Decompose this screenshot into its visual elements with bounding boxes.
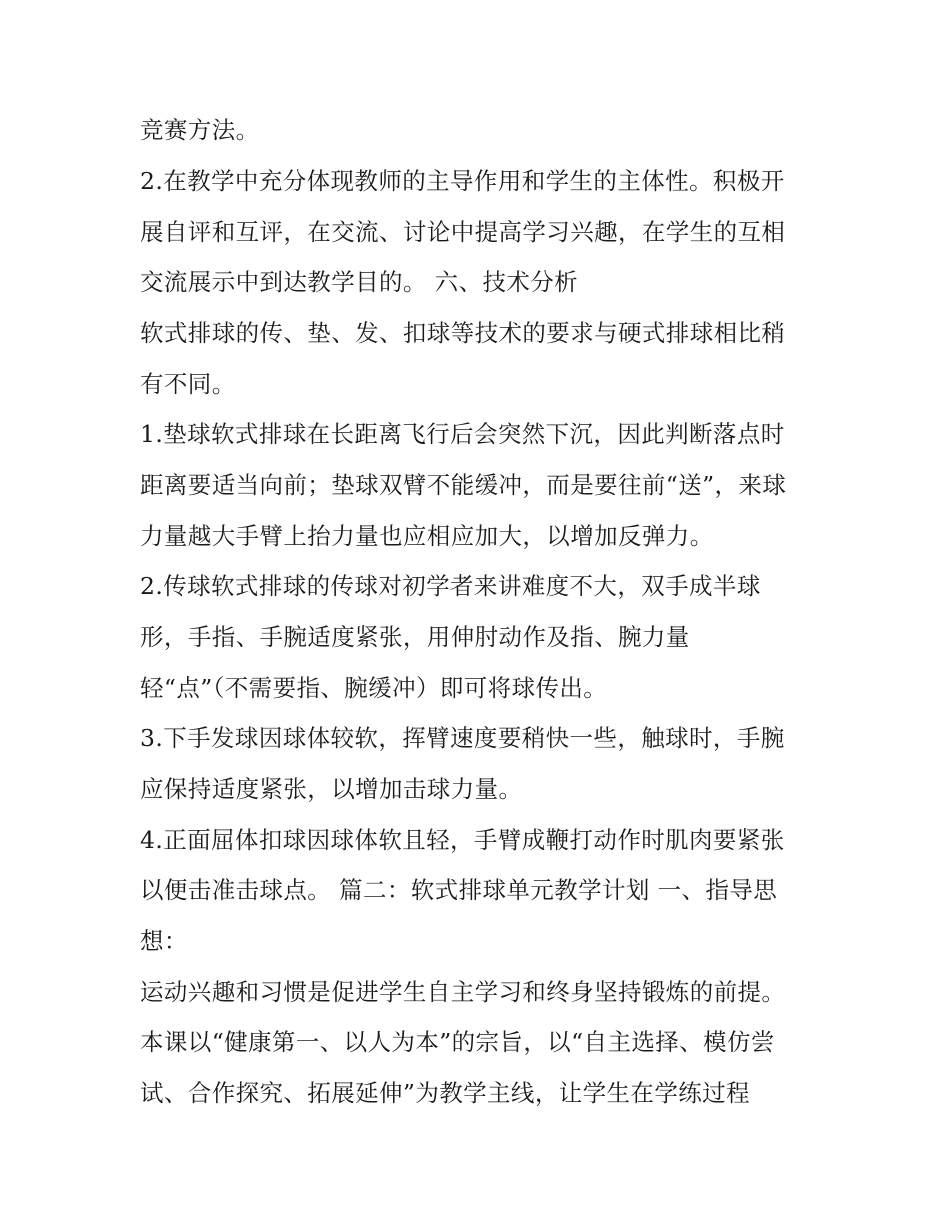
text-line: 运动兴趣和习惯是促进学生自主学习和终身坚持锻炼的前提。 [140,978,786,1006]
text-line: 1.垫球软式排球在长距离飞行后会突然下沉，因此判断落点时 [140,420,785,448]
text-line: 试、合作探究、拓展延伸”为教学主线，让学生在学练过程 [140,1079,750,1107]
text-line: 展自评和互评，在交流、讨论中提高学习兴趣，在学生的互相 [140,218,786,246]
text-line: 力量越大手臂上抬力量也应相应加大，以增加反弹力。 [140,522,714,550]
text-line: 有不同。 [140,370,236,398]
text-line: 交流展示中到达教学目的。 六、技术分析 [140,268,579,296]
text-line: 应保持适度紧张，以增加击球力量。 [140,775,523,803]
text-line: 本课以“健康第一、以人为本”的宗旨，以“自主选择、模仿尝 [140,1028,775,1056]
text-line: 距离要适当向前；垫球双臂不能缓冲，而是要往前“送”，来球 [140,471,787,499]
text-line: 2.在教学中充分体现教师的主导作用和学生的主体性。积极开 [140,167,785,195]
text-line: 软式排球的传、垫、发、扣球等技术的要求与硬式排球相比稍 [140,319,786,347]
text-line: 轻“点”（不需要指、腕缓冲）即可将球传出。 [140,674,608,702]
text-line: 以便击准击球点。 篇二：软式排球单元教学计划 一、指导思 [140,876,778,904]
text-line: 形，手指、手腕适度紧张，用伸肘动作及指、腕力量 [140,623,690,651]
text-line: 2.传球软式排球的传球对初学者来讲难度不大，双手成半球 [140,572,761,600]
text-line: 3.下手发球因球体较软，挥臂速度要稍快一些，触球时，手腕 [140,724,785,752]
text-line: 竞赛方法。 [140,116,260,144]
text-line: 4.正面屈体扣球因球体软且轻，手臂成鞭打动作时肌肉要紧张 [140,826,785,854]
text-line: 想： [140,927,188,955]
